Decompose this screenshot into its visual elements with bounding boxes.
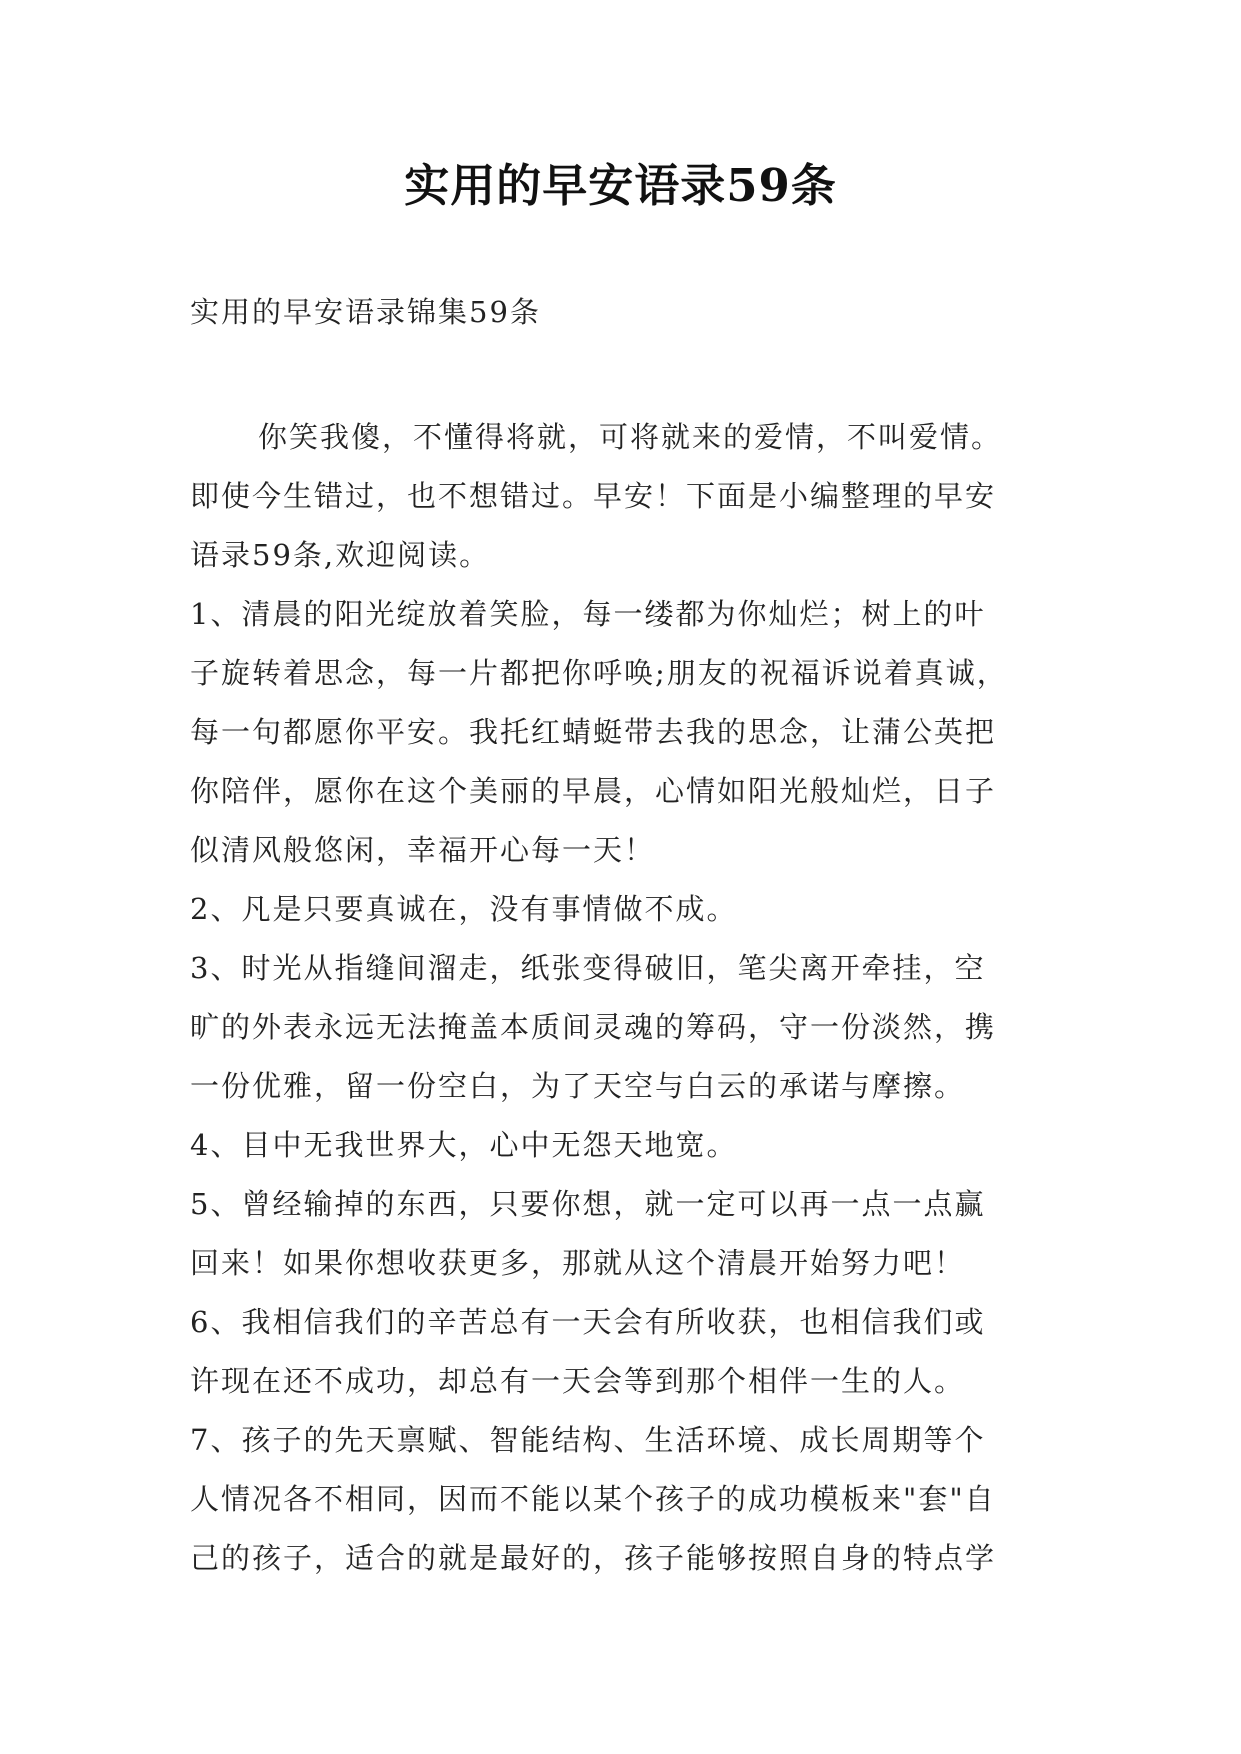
body-line: 4、目中无我世界大，心中无怨天地宽。 xyxy=(190,1128,738,1162)
body-line: 子旋转着思念，每一片都把你呼唤;朋友的祝福诉说着真诚， xyxy=(190,656,1008,690)
page-subtitle: 实用的早安语录锦集59条 xyxy=(190,295,541,329)
body-line: 6、我相信我们的辛苦总有一天会有所收获，也相信我们或 xyxy=(190,1305,986,1339)
body-line: 语录59条,欢迎阅读。 xyxy=(190,538,491,572)
body-line: 每一句都愿你平安。我托红蜻蜓带去我的思念，让蒲公英把 xyxy=(190,715,997,749)
body-line: 2、凡是只要真诚在，没有事情做不成。 xyxy=(190,892,738,926)
body-line: 你笑我傻，不懂得将就，可将就来的爱情，不叫爱情。 xyxy=(258,420,1003,454)
body-line: 5、曾经输掉的东西，只要你想，就一定可以再一点一点赢 xyxy=(190,1187,986,1221)
body-line: 许现在还不成功，却总有一天会等到那个相伴一生的人。 xyxy=(190,1364,966,1398)
page-title: 实用的早安语录59条 xyxy=(404,159,837,212)
document-body xyxy=(190,408,1050,1588)
body-line: 似清风般悠闲，幸福开心每一天！ xyxy=(190,833,656,867)
body-line: 一份优雅，留一份空白，为了天空与白云的承诺与摩擦。 xyxy=(190,1069,966,1103)
body-line: 3、时光从指缝间溜走，纸张变得破旧，笔尖离开牵挂，空 xyxy=(190,951,986,985)
body-line: 己的孩子，适合的就是最好的，孩子能够按照自身的特点学 xyxy=(190,1541,997,1575)
body-line: 即使今生错过，也不想错过。早安！下面是小编整理的早安 xyxy=(190,479,997,513)
body-line: 旷的外表永远无法掩盖本质间灵魂的筹码，守一份淡然，携 xyxy=(190,1010,997,1044)
body-line: 人情况各不相同，因而不能以某个孩子的成功模板来"套"自 xyxy=(190,1482,996,1516)
body-line: 回来！如果你想收获更多，那就从这个清晨开始努力吧！ xyxy=(190,1246,966,1280)
body-line: 7、孩子的先天禀赋、智能结构、生活环境、成长周期等个 xyxy=(190,1423,986,1457)
body-line: 1、清晨的阳光绽放着笑脸，每一缕都为你灿烂；树上的叶 xyxy=(190,597,986,631)
body-line: 你陪伴，愿你在这个美丽的早晨，心情如阳光般灿烂，日子 xyxy=(190,774,997,808)
